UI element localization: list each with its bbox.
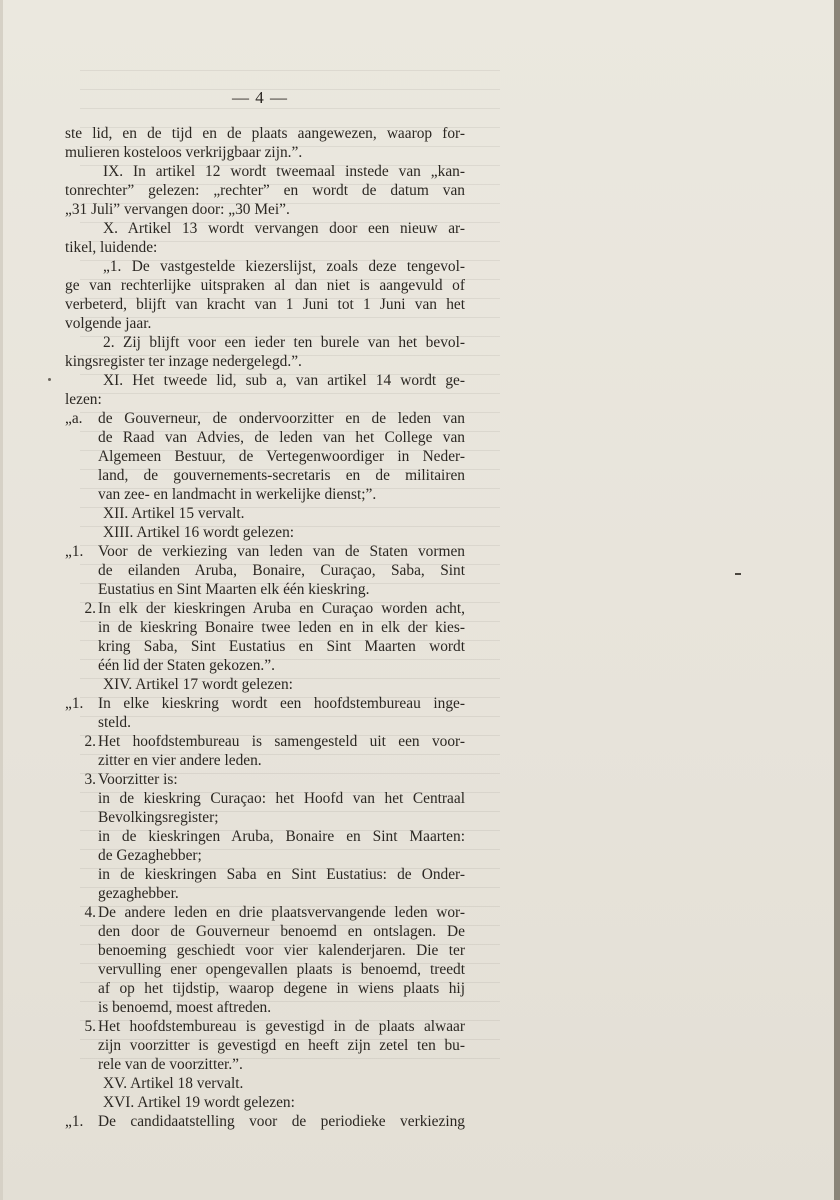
text-line: land, de gouvernements-secretaris en de militairen bbox=[98, 467, 465, 484]
text-line: den door de Gouverneur benoemd en ontslagen. De bbox=[98, 923, 465, 940]
list-item bbox=[65, 1112, 465, 1131]
text-line: „31 Juli” vervangen door: „30 Mei”. bbox=[65, 201, 290, 218]
text-line: vervulling ener opengevallen plaats is benoemd, treedt bbox=[98, 961, 465, 978]
list-item bbox=[65, 542, 465, 599]
text-line: zijn voorzitter is gevestigd en heeft zijn zetel ten bu- bbox=[98, 1037, 465, 1054]
text-line: Voor de verkiezing van leden van de Staten vormen bbox=[98, 543, 465, 560]
list-item bbox=[65, 1017, 465, 1074]
text-line: in de kieskring Curaçao: het Hoofd van het Centraal bbox=[98, 790, 465, 807]
text-line: ge van rechterlijke uitspraken al dan niet is aangevuld of bbox=[65, 277, 465, 294]
list-item-a bbox=[65, 409, 465, 504]
text-line: benoeming geschiedt voor vier kalenderjaren. Die ter bbox=[98, 942, 465, 959]
text-line: Bevolkingsregister; bbox=[98, 809, 219, 826]
text-line: kingsregister ter inzage nedergelegd.”. bbox=[65, 353, 302, 370]
text-line: Het hoofdstembureau is samengesteld uit een voor- bbox=[98, 733, 465, 750]
list-item bbox=[65, 903, 465, 1017]
text-line: in de kieskringen Aruba, Bonaire en Sint Maarten: bbox=[98, 828, 465, 845]
list-item bbox=[65, 732, 465, 770]
item-label: 4. bbox=[84, 904, 96, 921]
text-line: van zee- en landmacht in werkelijke dienst;”. bbox=[98, 486, 377, 503]
text-line: In elke kieskring wordt een hoofdstembureau inge- bbox=[98, 695, 465, 712]
text-line: Het hoofdstembureau is gevestigd in de plaats alwaar bbox=[98, 1018, 465, 1035]
text-line: steld. bbox=[98, 714, 131, 731]
item-label: 3. bbox=[84, 771, 96, 788]
article-ix-line: IX. In artikel 12 wordt tweemaal instede van „kan- bbox=[103, 163, 465, 180]
article-xii-line: XII. Artikel 15 vervalt. bbox=[103, 505, 245, 522]
article-xv-line: XV. Artikel 18 vervalt. bbox=[103, 1075, 244, 1092]
margin-dash bbox=[735, 573, 741, 575]
item-label: 2. bbox=[84, 733, 96, 750]
body-text bbox=[65, 124, 465, 1131]
text-line: kring Saba, Sint Eustatius en Sint Maarten wordt bbox=[98, 638, 465, 655]
item-label: 2. bbox=[84, 600, 96, 617]
list-item bbox=[65, 694, 465, 732]
text-line: 2. Zij blijft voor een ieder ten burele van het bevol- bbox=[103, 334, 465, 351]
article-xiii-line: XIII. Artikel 16 wordt gelezen: bbox=[103, 524, 295, 541]
text-line: Eustatius en Sint Maarten elk één kieskring. bbox=[98, 581, 370, 598]
text-line: ste lid, en de tijd en de plaats aangewezen, waarop for- bbox=[65, 125, 465, 142]
text-line: lezen: bbox=[65, 391, 102, 408]
text-line: verbeterd, blijft van kracht van 1 Juni tot 1 Juni van het bbox=[65, 296, 465, 313]
page-right-edge bbox=[834, 0, 840, 1200]
text-line: in de kieskringen Saba en Sint Eustatius: de Onder- bbox=[98, 866, 465, 883]
item-label: „1. bbox=[65, 1113, 84, 1130]
page-number: — 4 — bbox=[232, 88, 288, 107]
article-x-line: X. Artikel 13 wordt vervangen door een nieuw ar- bbox=[103, 220, 465, 237]
list-item bbox=[65, 770, 465, 903]
text-line: de Gouverneur, de ondervoorzitter en de leden van bbox=[98, 410, 465, 427]
text-line: Algemeen Bestuur, de Vertegenwoordiger in Neder- bbox=[98, 448, 465, 465]
text-line: De candidaatstelling voor de periodieke verkiezing bbox=[98, 1113, 465, 1130]
text-line: is benoemd, moest aftreden. bbox=[98, 999, 272, 1016]
page-left-edge bbox=[0, 0, 3, 1200]
text-line: mulieren kosteloos verkrijgbaar zijn.”. bbox=[65, 144, 303, 161]
margin-dot bbox=[48, 378, 51, 381]
text-line: tikel, luidende: bbox=[65, 239, 158, 256]
text-line: tonrechter” gelezen: „rechter” en wordt de datum van bbox=[65, 182, 465, 199]
text-line: De andere leden en drie plaatsvervangende leden wor- bbox=[98, 904, 465, 921]
text-line: „1. De vastgestelde kiezerslijst, zoals deze tengevol- bbox=[103, 258, 465, 275]
text-line: In elk der kieskringen Aruba en Curaçao worden acht, bbox=[98, 600, 465, 617]
text-line: zitter en vier andere leden. bbox=[98, 752, 262, 769]
item-label: „a. bbox=[65, 410, 83, 427]
text-line: in de kieskring Bonaire twee leden en in elk der kies- bbox=[98, 619, 465, 636]
text-line: één lid der Staten gekozen.”. bbox=[98, 657, 275, 674]
text-line: Voorzitter is: bbox=[98, 771, 178, 788]
text-line: af op het tijdstip, waarop degene in wiens plaats hij bbox=[98, 980, 465, 997]
text-line: volgende jaar. bbox=[65, 315, 152, 332]
article-xi-line: XI. Het tweede lid, sub a, van artikel 14 wordt ge- bbox=[103, 372, 465, 389]
item-label: 5. bbox=[84, 1018, 96, 1035]
text-line: de Raad van Advies, de leden van het College van bbox=[98, 429, 465, 446]
article-xiv-line: XIV. Artikel 17 wordt gelezen: bbox=[103, 676, 293, 693]
text-line: gezaghebber. bbox=[98, 885, 179, 902]
item-label: „1. bbox=[65, 695, 84, 712]
item-label: „1. bbox=[65, 543, 84, 560]
text-line: de Gezaghebber; bbox=[98, 847, 202, 864]
text-line: de eilanden Aruba, Bonaire, Curaçao, Saba, Sint bbox=[98, 562, 465, 579]
list-item bbox=[65, 599, 465, 675]
text-line: rele van de voorzitter.”. bbox=[98, 1056, 243, 1073]
article-xvi-line: XVI. Artikel 19 wordt gelezen: bbox=[103, 1094, 295, 1111]
